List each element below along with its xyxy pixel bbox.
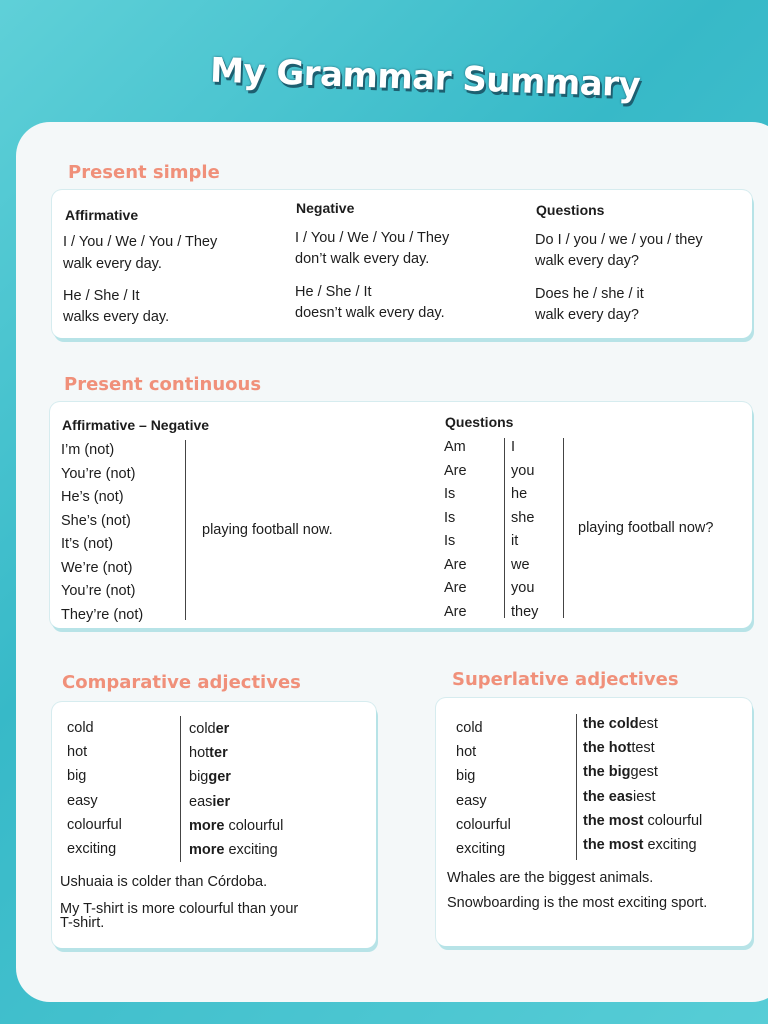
comp-example1: Ushuaia is colder than Córdoba.	[60, 874, 268, 890]
ps-neg-line3: He / She / It	[295, 284, 372, 300]
pc-pronoun: I	[511, 439, 516, 455]
pc-auxiliary: Is	[444, 533, 456, 549]
pc-q-divider-right	[563, 438, 564, 618]
ps-affirmative-label: Affirmative	[65, 207, 139, 223]
ps-q-line2: walk every day?	[535, 253, 639, 269]
pc-pronoun: we	[511, 556, 530, 573]
pc-auxiliary: Are	[444, 603, 467, 620]
sup-form: the most colourful	[583, 812, 703, 829]
comp-form: more colourful	[189, 817, 284, 834]
comp-adjective: cold	[67, 720, 94, 736]
pc-affirmative-negative-label: Affirmative – Negative	[62, 417, 210, 433]
sup-forms-column	[583, 712, 702, 857]
ps-aff-line4: walks every day.	[63, 309, 170, 325]
sup-adjectives-column	[456, 716, 511, 861]
pc-pronoun: he	[511, 486, 528, 502]
pc-subject: You’re (not)	[61, 465, 136, 482]
comp-adjectives-column	[67, 716, 122, 861]
comp-form: colder	[189, 721, 230, 737]
comp-form: easier	[189, 793, 231, 810]
ps-q-line1: Do I / you / we / you / they	[535, 232, 703, 248]
ps-q-line3: Does he / she / it	[535, 286, 644, 302]
comp-adjective: hot	[67, 744, 88, 761]
ps-q-line4: walk every day?	[535, 307, 639, 323]
page-title: My Grammar Summary	[209, 50, 641, 106]
ps-neg-line2: don’t walk every day.	[295, 251, 430, 267]
pc-subjects-column	[61, 439, 143, 627]
sup-form: the hottest	[583, 740, 655, 757]
sup-example2: Snowboarding is the most exciting sport.	[447, 895, 708, 911]
pc-subject: I’m (not)	[61, 442, 115, 458]
pc-questions-label: Questions	[445, 414, 514, 430]
comp-forms-column	[189, 717, 283, 862]
ps-neg-line4: doesn’t walk every day.	[295, 305, 445, 321]
pc-q-divider-left	[504, 438, 505, 618]
pc-subject: We’re (not)	[61, 559, 133, 576]
pc-question-phrase: playing football now?	[578, 520, 714, 536]
pc-subject: You’re (not)	[61, 583, 136, 599]
comp-example2-line2: T-shirt.	[60, 915, 105, 931]
pc-auxiliary: Am	[444, 439, 466, 455]
comp-divider	[180, 716, 181, 862]
sup-adjective: colourful	[456, 816, 511, 833]
ps-questions-label: Questions	[536, 202, 605, 218]
comp-form: more exciting	[189, 841, 278, 858]
ps-aff-line1: I / You / We / You / They	[63, 234, 218, 250]
sup-adjective: exciting	[456, 840, 506, 857]
sup-adjective: big	[456, 768, 476, 785]
pc-pronoun: you	[511, 580, 535, 596]
ps-aff-line2: walk every day.	[63, 256, 162, 272]
pc-pronoun: she	[511, 509, 535, 526]
present-continuous-box	[50, 402, 752, 628]
pc-subject: They’re (not)	[61, 606, 144, 623]
pc-divider	[185, 440, 186, 620]
comp-form: bigger	[189, 769, 231, 786]
ps-aff-line3: He / She / It	[63, 288, 140, 304]
sup-form: the coldest	[583, 716, 658, 732]
pc-subject: It’s (not)	[61, 536, 114, 552]
comp-adjective: easy	[67, 792, 98, 809]
present-continuous-heading: Present continuous	[64, 374, 262, 395]
pc-statement-phrase: playing football now.	[202, 522, 333, 538]
sup-form: the biggest	[583, 764, 658, 781]
pc-auxiliary: Is	[444, 486, 456, 502]
pc-pronouns-column	[511, 436, 538, 624]
sup-example1: Whales are the biggest animals.	[447, 870, 654, 886]
pc-subject: She’s (not)	[61, 512, 131, 529]
sup-form: the easiest	[583, 788, 656, 805]
sup-adjective: hot	[456, 744, 477, 761]
pc-pronoun: they	[511, 603, 539, 620]
comp-adjective: exciting	[67, 840, 117, 857]
comparative-heading: Comparative adjectives	[62, 672, 301, 693]
superlative-heading: Superlative adjectives	[452, 669, 679, 690]
pc-auxiliaries-column	[444, 436, 467, 624]
pc-subject: He’s (not)	[61, 489, 124, 505]
comp-form: hotter	[189, 745, 228, 762]
present-simple-heading: Present simple	[68, 162, 220, 183]
comp-adjective: colourful	[67, 816, 122, 833]
pc-auxiliary: Are	[444, 462, 467, 479]
pc-pronoun: you	[511, 462, 535, 479]
pc-auxiliary: Is	[444, 509, 456, 526]
comp-adjective: big	[67, 768, 87, 785]
sup-form: the most exciting	[583, 836, 697, 853]
pc-auxiliary: Are	[444, 580, 467, 596]
comp-example2-line1: My T-shirt is more colourful than your	[60, 901, 299, 917]
sup-adjective: easy	[456, 792, 487, 809]
ps-neg-line1: I / You / We / You / They	[295, 230, 450, 246]
pc-auxiliary: Are	[444, 556, 467, 573]
sup-adjective: cold	[456, 720, 483, 736]
ps-negative-label: Negative	[296, 200, 355, 216]
sup-divider	[576, 714, 577, 860]
pc-pronoun: it	[511, 533, 519, 549]
